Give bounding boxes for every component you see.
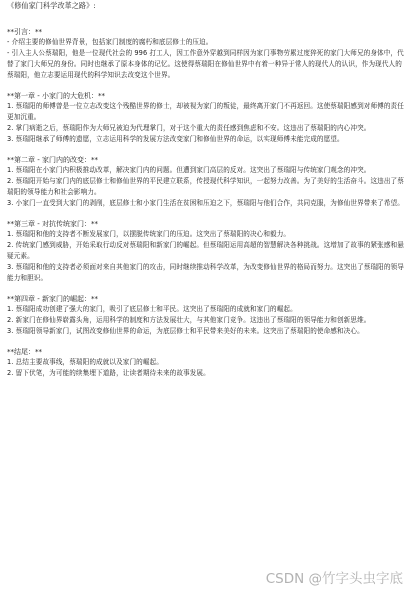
section-heading: **第二章 - 家门内的改变：** xyxy=(7,156,98,164)
list-item: 2. 留下伏笔，为可能的续集埋下道路，让读者期待未来的故事发展。 xyxy=(7,369,210,377)
section-intro xyxy=(7,28,407,81)
list-item: 3. 蔡瑞阳和他的支持者必须面对来自其他家门的攻击，同时继续推动科学改革，为改变修仙世界的格局而努力。这突出了蔡瑞阳的领导能力和胆识。 xyxy=(7,263,404,282)
section-chapter-4 xyxy=(7,295,407,337)
list-item: 2. 传统家门感到威胁，开始采取行动反对蔡瑞阳和新家门的崛起。但蔡瑞阳运用高超的智慧解决各种挑战。这增加了故事的紧张感和悬疑元素。 xyxy=(7,241,404,260)
section-heading: **第四章 - 新家门的崛起：** xyxy=(7,295,98,303)
spacer xyxy=(7,284,407,295)
csdn-watermark: CSDN @竹字头虫字底 xyxy=(265,571,403,587)
list-item: 3. 小家门一直受到大家门的剥削，底层修士和小家门生活在贫困和压迫之下，蔡瑞阳与他们合作，共同克服，为修仙世界带来了希望。 xyxy=(7,199,404,207)
section-ending xyxy=(7,348,407,379)
document-title: 《修仙家门科学改革之路》: xyxy=(7,1,96,10)
section-chapter-1 xyxy=(7,92,407,145)
spacer xyxy=(7,145,407,156)
section-heading: **引言：** xyxy=(7,28,42,36)
section-chapter-2 xyxy=(7,156,407,209)
list-item: 2. 蔡瑞阳开始与家门内的底层修士和修仙世界的平民建立联系，传授现代科学知识，一起努力改善。为了美好的生活奋斗。这违出了蔡瑞阳的领导能力和社会影响力。 xyxy=(7,177,404,196)
spacer xyxy=(7,81,407,92)
spacer xyxy=(7,209,407,220)
list-item: 1. 总结主要故事线，蔡瑞阳的成就以及家门的崛起。 xyxy=(7,358,163,366)
list-item: 1. 蔡瑞阳的师傅曾是一位立志改变这个残酷世界的修士，却被视为家门的叛徒，最终离开家门不再返回。这使蔡瑞阳感到对师傅的责任更加沉重。 xyxy=(7,102,404,121)
list-item: 2. 掌门病逝之后，蔡瑞阳作为大师兄被迫为代理掌门，对于这个重大的责任感到焦虑和不安。这违出了蔡瑞阳的内心冲突。 xyxy=(7,124,371,132)
list-item: 3. 蔡瑞阳继承了师傅的遗愿，立志运用科学的发展方法改变家门和修仙世界的命运，以实现师傅未能完成的愿望。 xyxy=(7,135,344,143)
list-item: 2. 新家门在修仙界崭露头角，运用科学的制度和方法发展壮大，与其他家门竞争。这违出了蔡瑞阳的领导能力和创新思维。 xyxy=(7,316,371,324)
section-heading: **第一章 - 小家门的大危机：** xyxy=(7,92,105,100)
list-item: 1. 蔡瑞阳成功创建了强大的家门，吸引了底层修士和平民。这突出了蔡瑞阳的成就和家门的崛起。 xyxy=(7,305,297,313)
list-item: - 介绍主要的修仙世界背景，包括家门制度的腐朽和底层修士的压迫。 xyxy=(7,38,213,46)
spacer xyxy=(7,337,407,348)
section-heading: **第三章 - 对抗传统家门：** xyxy=(7,220,98,228)
section-heading: **结尾：** xyxy=(7,348,42,356)
list-item: 1. 蔡瑞阳在小家门内积极推动改革，解决家门内的问题。但遭到家门高层的反对。这突出了蔡瑞阳与传统家门观念的冲突。 xyxy=(7,166,371,174)
list-item: 3. 蔡瑞阳领导新家门，试图改变修仙世界的命运，为底层修士和平民带来美好的未来。这突出了蔡瑞阳的使命感和决心。 xyxy=(7,327,364,335)
list-item: - 引入主人公蔡瑞阳，他是一位现代社会的 996 打工人，因工作意外穿越到同样因为家门事物劳累过度猝死的家门大师兄的身体中，代替了家门大师兄的身份。同时也继承了原本身体的记忆。这使得蔡瑞阳在修仙世界中有着一种异于常人的现代人的认识，作为现代人的蔡瑞阳，他立志要运用现代的科学知识去改变这个世界。 xyxy=(7,49,404,79)
list-item: 1. 蔡瑞阳和他的支持者不断发展家门，以摆脱传统家门的压迫。这突出了蔡瑞阳的决心和毅力。 xyxy=(7,230,291,238)
section-chapter-3 xyxy=(7,220,407,284)
